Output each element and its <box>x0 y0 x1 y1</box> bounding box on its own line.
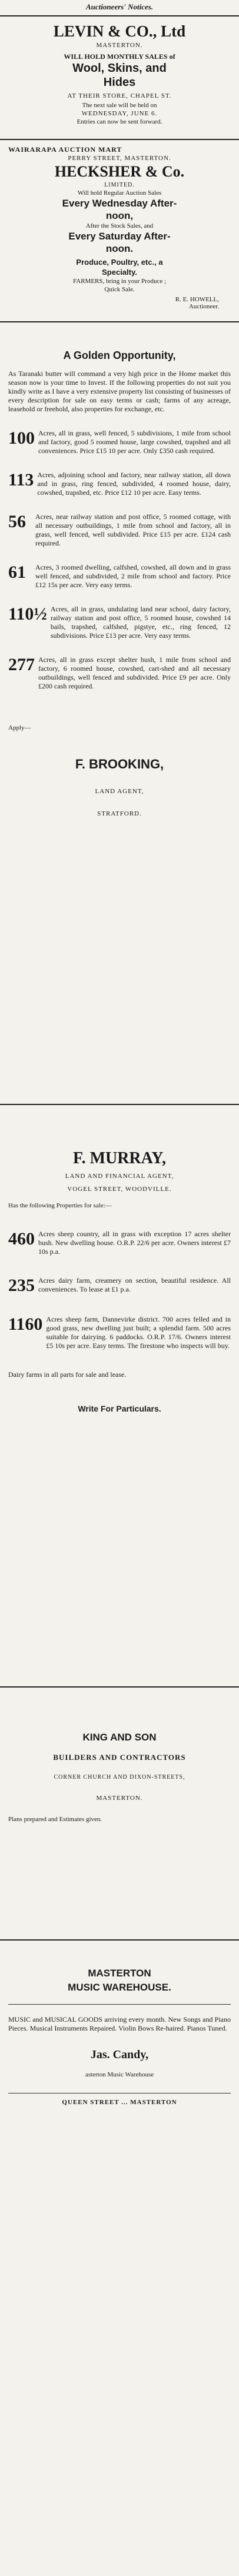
music-body: MUSIC and MUSICAL GOODS arriving every month. New Songs and Piano Pieces. Musical Instruments Repaired. Violin Bows Re-haired. Pianos Tuned. <box>8 2015 231 2032</box>
listing-description: Acres sheep country, all in grass with exception 17 acres shelter bush. New dwelling house. O.R.P. 22/6 per acre. Owners interest £7 10s p.a. <box>38 1230 231 1256</box>
hecksher-produce-1: Produce, Poultry, etc., a <box>76 258 163 267</box>
hecksher-will-hold: Will hold Regular Auction Sales <box>77 189 162 197</box>
hecksher-signature: R. E. HOWELL, <box>175 296 219 303</box>
levin-intro: WILL HOLD MONTHLY SALES of <box>64 52 175 61</box>
music-ad <box>0 1943 239 2296</box>
divider <box>0 1104 239 1105</box>
section-heading: Auctioneers' Notices. <box>85 2 154 11</box>
levin-date: WEDNESDAY, JUNE 6. <box>81 110 158 117</box>
listing-description: Acres, near railway station and post office, 5 roomed cottage, with all necessary outbuildings, 1 mile from school and factory, all in grass, well fenced, well subdivided. Price £15 per acre. £124 cash required. <box>35 512 231 547</box>
brooking-ad <box>0 325 239 1101</box>
listing-description: Acres sheep farm, Dannevirke district. 700 acres felled and in good grass, new dwelling just built; a splendid farm. 500 acres suitable for dairying. 6 paddocks. O.R.P. 17/6. Owners interest £5 10s per acre. Easy terms. The firestone who inspects will buy. <box>46 1315 231 1350</box>
listing-item <box>8 429 231 455</box>
music-owner: Jas. Candy, <box>90 2048 149 2061</box>
listing-acreage: 113 <box>8 470 34 490</box>
king-ad <box>0 1690 239 1937</box>
mart-line-2: PERRY STREET, MASTERTON. <box>68 155 171 162</box>
brooking-agent: F. BROOKING, <box>75 757 164 771</box>
listing-item <box>8 1276 231 1295</box>
listing-description: Acres, 3 roomed dwelling, calfshed, cowshed, all down and in grass well fenced, and subdivided, 2 mile from school and factory. Price £12 15s per acre. Very easy terms. <box>35 563 231 589</box>
king-town: MASTERTON. <box>96 1795 143 1802</box>
listing-item <box>8 563 231 590</box>
listing-item <box>8 1315 231 1350</box>
hecksher-ad <box>0 142 239 319</box>
listing-item <box>8 1230 231 1256</box>
listing-item <box>8 471 231 497</box>
hecksher-produce-2: Specialty. <box>102 268 137 277</box>
hecksher-sat-2: noon. <box>105 243 134 254</box>
listing-description: Acres, all in grass except shelter bush, 1 mile from school and factory, 6 roomed house, cowshed, cart-shed and all necessary outbuildings, well fenced and subdivided. Price £9 per acre. Only £200 cash required. <box>38 655 231 690</box>
listing-description: Acres, all in grass, well fenced, 5 subdivisions, 1 mile from school and factory, good 5 roomed house, large cowshed, trapshed and all conveniences. Price £15 10 per acre. Only £350 cash required. <box>38 429 231 455</box>
levin-next-sale: The next sale will be held on <box>82 102 157 109</box>
listing-acreage: 56 <box>8 512 26 531</box>
listing-acreage: 110½ <box>8 604 47 624</box>
music-title-1: MASTERTON <box>88 1968 151 1979</box>
divider <box>0 321 239 322</box>
music-street: QUEEN STREET ... MASTERTON <box>62 2099 177 2106</box>
divider <box>0 139 239 140</box>
brooking-intro: As Taranaki butter will command a very high price in the Home market this season now is your time to Invest. If the following properties do not suit you kindly write as I have a very extensive property list consisting of businesses of every description for sale on easy terms or cash; farms of any acreage, leasehold or freehold, also properties for exchange, etc. <box>8 370 231 413</box>
listing-acreage: 460 <box>8 1229 35 1249</box>
hecksher-wed-1: Every Wednesday After- <box>62 198 177 209</box>
hecksher-farmers-2: Quick Sale. <box>104 286 135 293</box>
listing-description: Acres dairy farm, creamery on section, beautiful residence. All conveniences. To lease at £1 p.a. <box>38 1276 231 1293</box>
listing-description: Acres, adjoining school and factory, near railway station, all down and in grass, ring fenced, subdivided, 4 roomed house, dairy, cowshed, trapshed, etc. Price £12 10 per acre. Easy terms. <box>37 471 231 497</box>
brooking-title: A Golden Opportunity, <box>63 350 176 361</box>
hecksher-after-stock: After the Stock Sales, and <box>85 222 154 229</box>
divider <box>0 15 239 16</box>
listing-acreage: 277 <box>8 655 35 674</box>
murray-role: LAND AND FINANCIAL AGENT, <box>65 1173 174 1180</box>
king-plans: Plans prepared and Estimates given. <box>8 1816 102 1823</box>
hecksher-name: HECKSHER & Co. <box>54 163 185 180</box>
king-corner: CORNER CHURCH AND DIXON-STREETS, <box>54 1774 185 1780</box>
listing-item <box>8 605 231 640</box>
murray-ad <box>0 1107 239 1684</box>
hecksher-wed-2: noon, <box>105 210 134 221</box>
murray-lots <box>8 1230 231 1350</box>
hecksher-farmers-1: FARMERS, bring in your Produce ; <box>72 278 167 285</box>
divider <box>8 2093 231 2094</box>
levin-name: LEVIN & CO., Ltd <box>53 22 186 40</box>
levin-goods-2: Hides <box>103 76 136 89</box>
listing-acreage: 61 <box>8 563 26 582</box>
hecksher-sat-1: Every Saturday After- <box>68 231 171 242</box>
hecksher-role: Auctioneer. <box>188 303 219 310</box>
divider <box>0 1939 239 1941</box>
listing-description: Acres, all in grass, undulating land near school, dairy factory, railway station and post office, 5 roomed house, cowshed 14 bails, trapshed, calfshed, pigstye, etc., ring fenced, 12 subdivisions. Price £13 per acre. Very easy terms. <box>50 605 231 640</box>
hecksher-limited: LIMITED. <box>104 182 135 188</box>
music-title-2: MUSIC WAREHOUSE. <box>68 1982 171 1993</box>
brooking-apply: Apply— <box>8 724 31 731</box>
murray-dairy: Dairy farms in all parts for sale and lease. <box>8 1370 127 1379</box>
brooking-town: STRATFORD. <box>97 810 142 817</box>
divider <box>0 1686 239 1688</box>
divider <box>8 2004 231 2005</box>
brooking-role: LAND AGENT, <box>95 788 144 795</box>
murray-intro: Has the following Properties for sale:— <box>8 1202 112 1209</box>
king-name: KING AND SON <box>82 1732 157 1743</box>
listing-acreage: 235 <box>8 1276 35 1295</box>
levin-place: MASTERTON. <box>96 42 143 49</box>
king-trade: BUILDERS AND CONTRACTORS <box>53 1753 186 1762</box>
levin-entries: Entries can now be sent forward. <box>77 118 162 125</box>
listing-item <box>8 512 231 548</box>
levin-ad <box>0 19 239 137</box>
murray-write: Write For Particulars. <box>78 1404 161 1413</box>
music-place: asterton Music Warehouse <box>85 2071 154 2078</box>
mart-line-1: WAIRARAPA AUCTION MART <box>8 145 122 154</box>
levin-goods-1: Wool, Skins, and <box>72 62 167 75</box>
listing-item <box>8 655 231 691</box>
listing-acreage: 1160 <box>8 1314 43 1334</box>
listing-acreage: 100 <box>8 428 35 448</box>
brooking-lots <box>8 429 231 691</box>
levin-location: AT THEIR STORE, CHAPEL ST. <box>67 92 172 99</box>
murray-address: VOGEL STREET, WOODVILLE. <box>67 1186 172 1193</box>
murray-name: F. MURRAY, <box>73 1149 166 1167</box>
